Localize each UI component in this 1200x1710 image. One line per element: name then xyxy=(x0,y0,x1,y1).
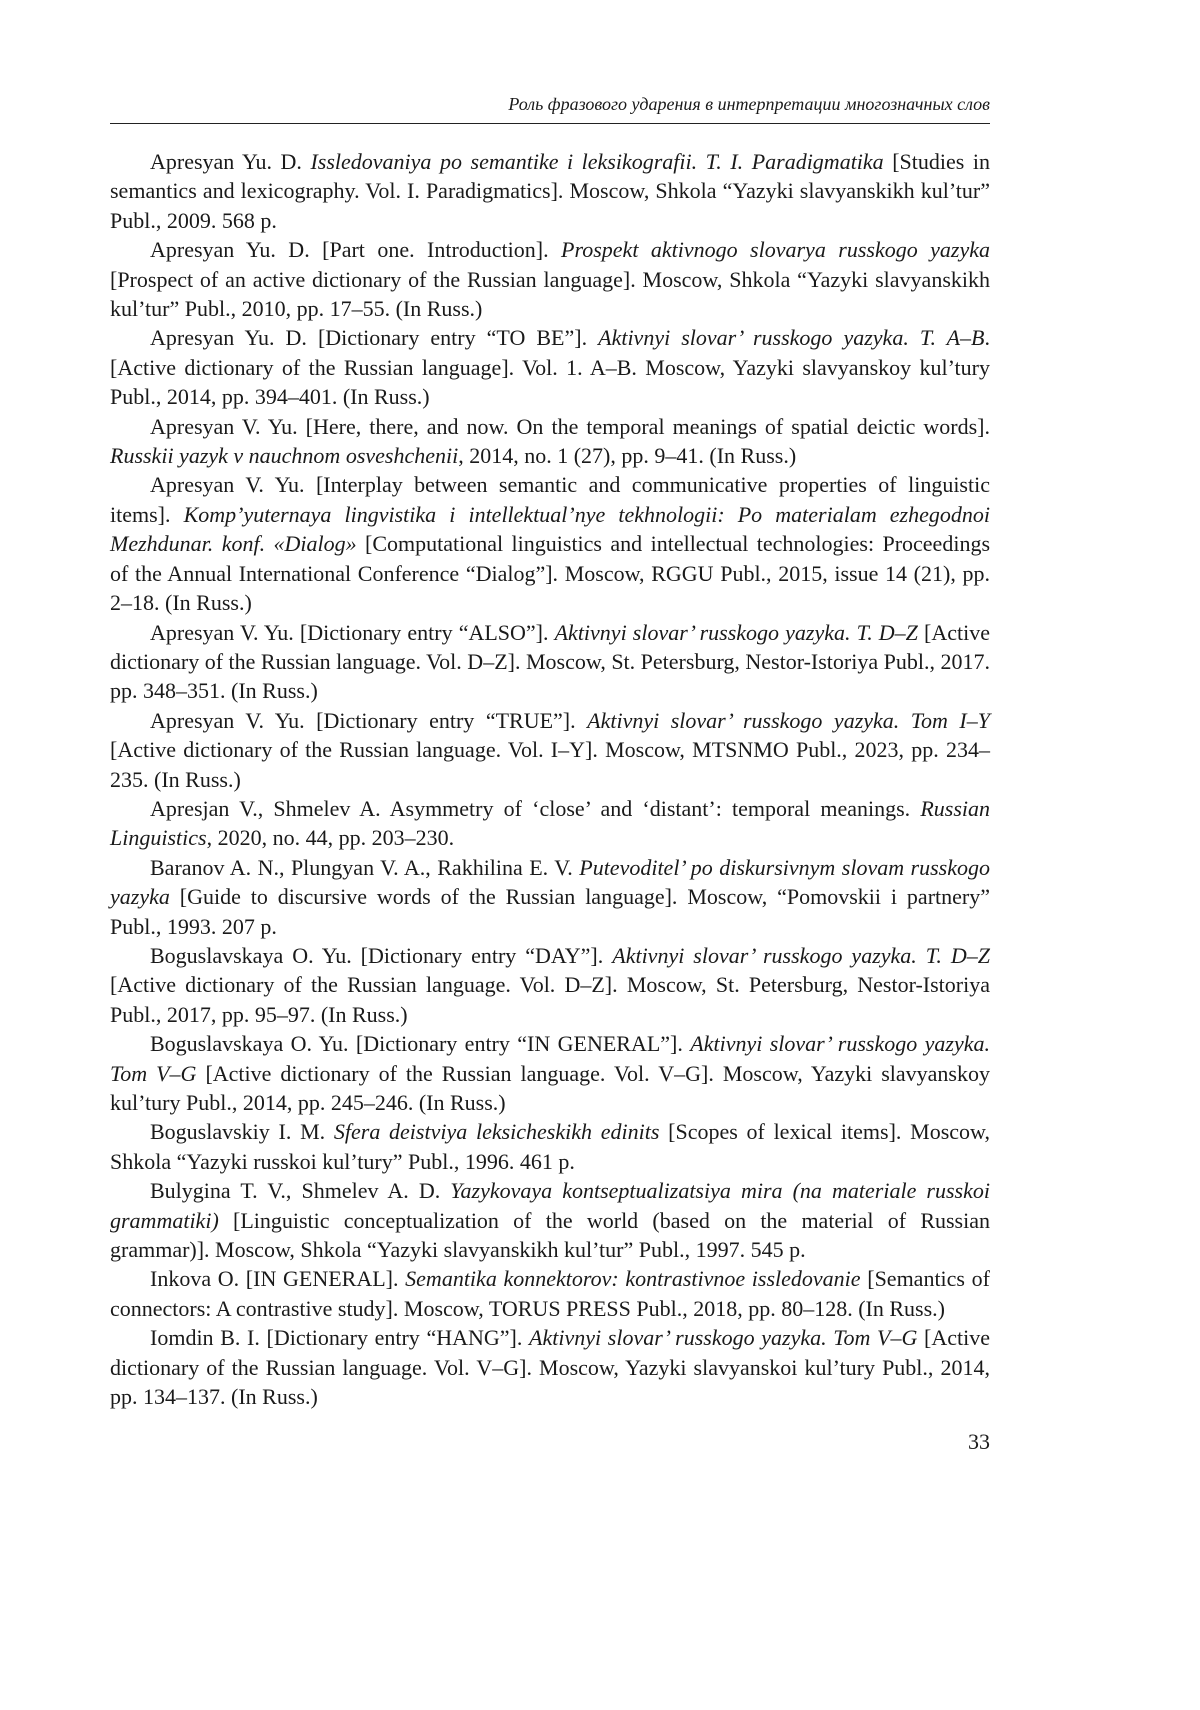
reference-entry xyxy=(110,470,990,617)
reference-authors: Boguslavskiy I. M. xyxy=(150,1119,334,1145)
reference-entry xyxy=(110,147,990,235)
reference-authors: Apresyan Yu. D. [Part one. Introduction]. xyxy=(150,237,562,263)
reference-details: [Computational linguistics and intellectual technologies: Proceedings of the Annual International Conference “Dialog”]. Moscow, RGGU Publ., 2015, issue 14 (21), pp. 2–18. (In Russ.) xyxy=(110,531,990,616)
reference-title: Issledovaniya po semantike i leksikografii. T. I. Paradigmatika xyxy=(310,149,884,174)
reference-details: . [Active dictionary of the Russian language]. Vol. 1. A–B. Moscow, Yazyki slavyanskoy kul’tury Publ., 2014, pp. 394–401. (In Russ.) xyxy=(110,325,990,410)
reference-entry xyxy=(110,1117,990,1176)
reference-authors: Boguslavskaya O. Yu. [Dictionary entry “IN GENERAL”]. xyxy=(150,1031,691,1057)
reference-title: Aktivnyi slovar’ russkogo yazyka. Tom V–G xyxy=(110,1031,991,1086)
reference-title: Russkii yazyk v nauchnom osveshchenii xyxy=(110,443,459,469)
reference-title: Prospekt aktivnogo slovarya russkogo yazyka xyxy=(561,237,990,263)
reference-entry xyxy=(110,1264,990,1323)
reference-details: [Linguistic conceptualization of the world (based on the material of Russian grammar)]. Moscow, Shkola “Yazyki slavyanskikh kul’tur” Publ., 1997. 545 p. xyxy=(110,1207,990,1263)
running-head: Роль фразового ударения в интерпретации многозначных слов xyxy=(508,94,990,114)
reference-title: Aktivnyi slovar’ russkogo yazyka. T. D–Z xyxy=(612,942,990,968)
reference-authors: Apresyan V. Yu. [Dictionary entry “ALSO”]. xyxy=(150,619,555,645)
reference-details: [Guide to discursive words of the Russian language]. Moscow, “Pomovskii i partnery” Publ., 1993. 207 p. xyxy=(110,884,990,939)
reference-authors: Apresjan V., Shmelev A. Asymmetry of ‘close’ and ‘distant’: temporal meanings. xyxy=(150,795,921,821)
reference-details: , 2020, no. 44, pp. 203–230. xyxy=(206,825,455,851)
reference-entry xyxy=(110,706,990,794)
reference-authors: Iomdin B. I. [Dictionary entry “HANG”]. xyxy=(150,1325,530,1351)
reference-authors: Apresyan Yu. D. [Dictionary entry “TO BE”]. xyxy=(150,325,599,351)
reference-title: Aktivnyi slovar’ russkogo yazyka. Tom I–Y xyxy=(587,707,990,733)
reference-details: [Active dictionary of the Russian language. Vol. D–Z]. Moscow, St. Petersburg, Nestor-Istoriya Publ., 2017. pp. 348–351. (In Russ.) xyxy=(110,619,990,704)
reference-authors: Apresyan Yu. D. xyxy=(150,149,311,174)
reference-details: [Studies in semantics and lexicography. Vol. I. Paradigmatics]. Moscow, Shkola “Yazyki slavyanskikh kul’tur” Publ., 2009. 568 p. xyxy=(110,149,990,233)
reference-details: [Active dictionary of the Russian language. Vol. D–Z]. Moscow, St. Petersburg, Nestor-Istoriya Publ., 2017, pp. 95–97. (In Russ.) xyxy=(110,972,990,1027)
reference-details: [Active dictionary of the Russian language. Vol. I–Y]. Moscow, MTSNMO Publ., 2023, pp. 234–235. (In Russ.) xyxy=(110,737,990,792)
reference-authors: Inkova O. [IN GENERAL]. xyxy=(150,1266,406,1292)
reference-list xyxy=(110,147,990,1411)
reference-details: [Prospect of an active dictionary of the Russian language]. Moscow, Shkola “Yazyki slavyanskikh kul’tur” Publ., 2010, pp. 17–55. (In Russ.) xyxy=(110,266,990,322)
reference-title: Aktivnyi slovar’ russkogo yazyka. T. A–B xyxy=(598,325,985,351)
reference-entry xyxy=(110,1176,990,1264)
reference-entry xyxy=(110,412,990,471)
reference-title: Aktivnyi slovar’ russkogo yazyka. T. D–Z xyxy=(554,619,918,645)
reference-entry xyxy=(110,1323,990,1411)
reference-entry xyxy=(110,853,990,941)
reference-authors: Bulygina T. V., Shmelev A. D. xyxy=(150,1178,451,1204)
reference-authors: Apresyan V. Yu. [Interplay between semantic and communicative properties of linguistic items]. xyxy=(110,472,990,527)
reference-authors: Boguslavskaya O. Yu. [Dictionary entry “DAY”]. xyxy=(150,942,613,968)
reference-title: Putevoditel’ po diskursivnym slovam russkogo yazyka xyxy=(110,854,990,910)
reference-title: Semantika konnektorov: kontrastivnoe issledovanie xyxy=(405,1266,861,1292)
reference-entry xyxy=(110,618,990,706)
reference-authors: Apresyan V. Yu. [Dictionary entry “TRUE”]. xyxy=(150,707,588,733)
reference-authors: Baranov A. N., Plungyan V. A., Rakhilina E. V. xyxy=(150,854,580,880)
reference-details: [Active dictionary of the Russian language. Vol. V–G]. Moscow, Yazyki slavyanskoi kul’tury Publ., 2014, pp. 134–137. (In Russ.) xyxy=(110,1325,991,1410)
reference-details: [Active dictionary of the Russian language. Vol. V–G]. Moscow, Yazyki slavyanskoy kul’tury Publ., 2014, pp. 245–246. (In Russ.) xyxy=(110,1060,990,1115)
reference-title: Sfera deistviya leksicheskikh edinits xyxy=(333,1119,660,1145)
reference-details: [Scopes of lexical items]. Moscow, Shkola “Yazyki russkoi kul’tury” Publ., 1996. 461 p. xyxy=(110,1119,990,1174)
reference-title: Russian Linguistics xyxy=(110,795,990,851)
reference-title: Yazykovaya kontseptualizatsiya mira (na materiale russkoi grammatiki) xyxy=(110,1178,990,1233)
reference-entry xyxy=(110,323,990,411)
reference-entry xyxy=(110,941,990,1029)
reference-title: Aktivnyi slovar’ russkogo yazyka. Tom V–G xyxy=(529,1325,918,1351)
reference-entry xyxy=(110,1029,990,1117)
reference-details: , 2014, no. 1 (27), pp. 9–41. (In Russ.) xyxy=(458,443,797,469)
reference-entry xyxy=(110,794,990,853)
reference-title: Komp’yuternaya lingvistika i intellektual’nye tekhnologii: Po materialam ezhegodnoi Mezhdunar. konf. «Dialog» xyxy=(110,501,990,557)
page-number: 33 xyxy=(968,1429,990,1454)
reference-entry xyxy=(110,235,990,323)
reference-details: [Semantics of connectors: A contrastive study]. Moscow, TORUS PRESS Publ., 2018, pp. 80–128. (In Russ.) xyxy=(110,1266,990,1321)
reference-authors: Apresyan V. Yu. [Here, there, and now. On the temporal meanings of spatial deictic words]. xyxy=(150,413,990,439)
header-rule xyxy=(110,123,990,124)
